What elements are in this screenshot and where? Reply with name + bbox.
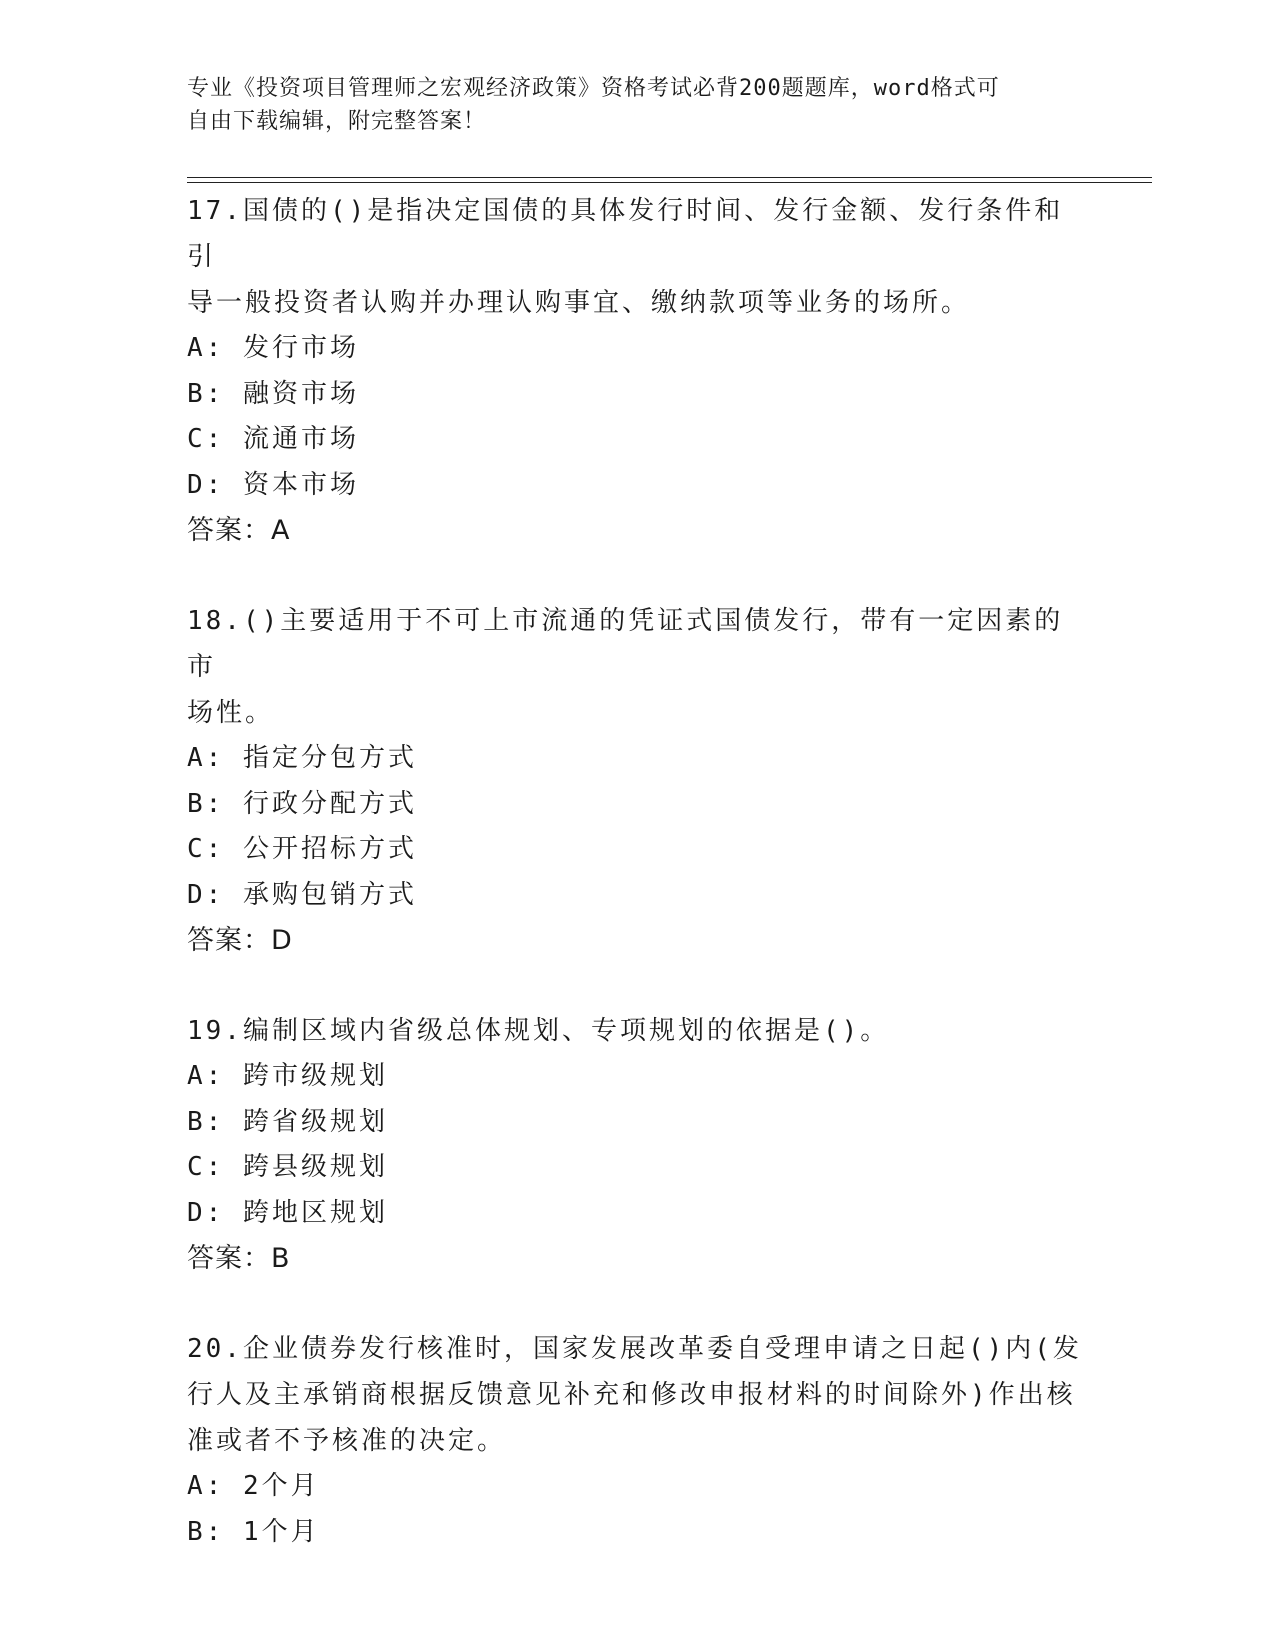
question-17 — [187, 188, 1087, 553]
option-b: B: 跨省级规划 — [187, 1106, 388, 1137]
header-divider-top — [187, 177, 1152, 178]
question-text-line: 准或者不予核准的决定。 — [187, 1426, 507, 1456]
option-d: D: 承购包销方式 — [187, 879, 417, 910]
question-text-line: 场性。 — [187, 698, 275, 728]
option-a: A: 指定分包方式 — [187, 743, 417, 773]
spacer — [187, 963, 1087, 1008]
header-line-1: 专业《投资项目管理师之宏观经济政策》资格考试必背200题题库，word格式可 — [187, 76, 1000, 101]
question-19 — [187, 1008, 1087, 1281]
option-c: C: 跨县级规划 — [187, 1152, 388, 1182]
option-b: B: 1个月 — [187, 1516, 320, 1547]
question-18 — [187, 598, 1087, 963]
option-a: A: 发行市场 — [187, 333, 359, 363]
answer-label: 答案：B — [187, 1243, 291, 1274]
document-header — [187, 72, 1067, 138]
option-b: B: 行政分配方式 — [187, 788, 417, 819]
option-a: A: 2个月 — [187, 1471, 320, 1501]
question-list — [187, 188, 1087, 1555]
answer-label: 答案：D — [187, 925, 293, 956]
option-c: C: 流通市场 — [187, 424, 359, 454]
option-d: D: 跨地区规划 — [187, 1197, 388, 1228]
question-20 — [187, 1326, 1087, 1555]
header-line-2: 自由下载编辑，附完整答案！ — [187, 109, 487, 134]
option-b: B: 融资市场 — [187, 378, 359, 409]
spacer — [187, 1281, 1087, 1326]
answer-label: 答案：A — [187, 515, 291, 546]
question-text-line: 19.编制区域内省级总体规划、专项规划的依据是()。 — [187, 1016, 890, 1046]
question-text-line: 行人及主承销商根据反馈意见补充和修改申报材料的时间除外)作出核 — [187, 1380, 1076, 1410]
question-text-line: 17.国债的()是指决定国债的具体发行时间、发行金额、发行条件和引 — [187, 196, 1064, 272]
option-c: C: 公开招标方式 — [187, 834, 417, 864]
option-d: D: 资本市场 — [187, 469, 359, 500]
header-divider-bottom — [187, 182, 1152, 183]
question-text-line: 20.企业债券发行核准时，国家发展改革委自受理申请之日起()内(发 — [187, 1334, 1082, 1364]
option-a: A: 跨市级规划 — [187, 1061, 388, 1091]
spacer — [187, 553, 1087, 598]
question-text-line: 18.()主要适用于不可上市流通的凭证式国债发行，带有一定因素的市 — [187, 606, 1064, 682]
question-text-line: 导一般投资者认购并办理认购事宜、缴纳款项等业务的场所。 — [187, 288, 971, 318]
